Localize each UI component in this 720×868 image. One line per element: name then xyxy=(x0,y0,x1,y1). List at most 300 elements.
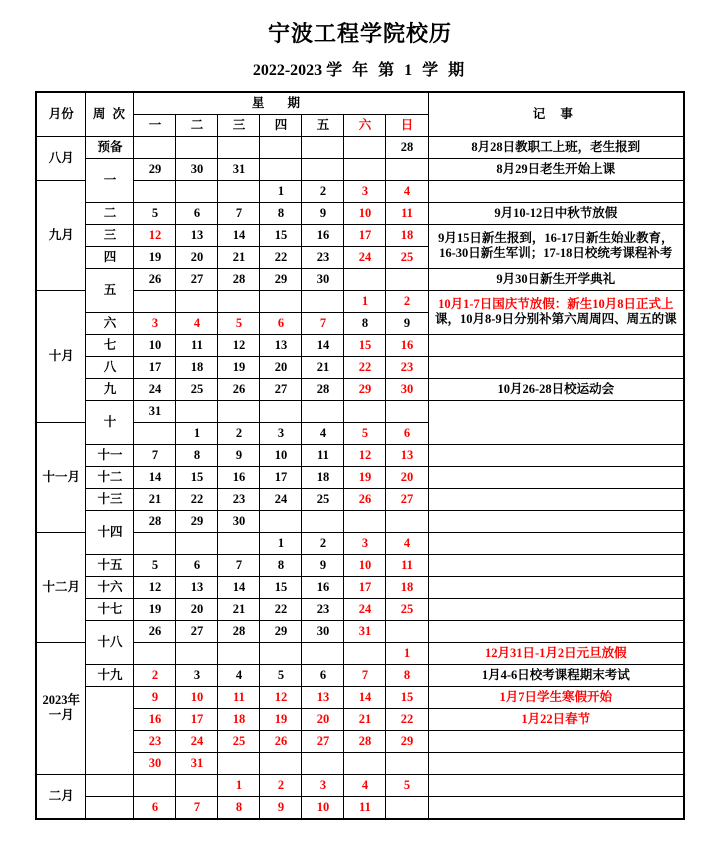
day-cell: 14 xyxy=(344,686,386,708)
day-cell: 19 xyxy=(260,708,302,730)
day-cell: 9 xyxy=(386,312,428,334)
note-cell xyxy=(428,598,684,620)
day-cell: 6 xyxy=(176,202,218,224)
day-cell: 26 xyxy=(260,730,302,752)
day-cell: 10 xyxy=(302,796,344,819)
note-cell: 9月10-12日中秋节放假 xyxy=(428,202,684,224)
week-number-cell: 八 xyxy=(86,356,134,378)
note-cell xyxy=(428,356,684,378)
month-cell: 十一月 xyxy=(36,422,86,532)
day-cell: 28 xyxy=(344,730,386,752)
day-cell xyxy=(218,136,260,158)
day-cell: 31 xyxy=(218,158,260,180)
day-cell: 29 xyxy=(134,158,176,180)
table-row xyxy=(36,708,684,730)
day-cell: 2 xyxy=(386,290,428,312)
day-cell xyxy=(176,642,218,664)
note-cell xyxy=(428,488,684,510)
day-cell: 4 xyxy=(218,664,260,686)
note-cell xyxy=(428,180,684,202)
week-number-cell: 三 xyxy=(86,224,134,246)
table-row xyxy=(36,664,684,686)
day-cell: 15 xyxy=(176,466,218,488)
day-cell: 7 xyxy=(218,554,260,576)
day-cell: 2 xyxy=(218,422,260,444)
day-cell: 6 xyxy=(176,554,218,576)
day-cell: 14 xyxy=(218,224,260,246)
day-cell: 27 xyxy=(302,730,344,752)
day-cell: 4 xyxy=(176,312,218,334)
day-cell: 21 xyxy=(218,246,260,268)
day-cell xyxy=(260,510,302,532)
header-day-sat: 六 xyxy=(344,114,386,136)
day-cell: 5 xyxy=(218,312,260,334)
day-cell: 13 xyxy=(260,334,302,356)
day-cell: 2 xyxy=(302,532,344,554)
week-number-cell: 七 xyxy=(86,334,134,356)
day-cell: 22 xyxy=(260,598,302,620)
month-cell: 二月 xyxy=(36,774,86,819)
day-cell: 8 xyxy=(260,202,302,224)
header-row-1 xyxy=(36,92,684,115)
day-cell: 23 xyxy=(302,246,344,268)
note-cell: 8月28日教职工上班，老生报到 xyxy=(428,136,684,158)
week-number-cell: 十九 xyxy=(86,664,134,686)
day-cell: 3 xyxy=(176,664,218,686)
day-cell: 12 xyxy=(260,686,302,708)
day-cell: 28 xyxy=(218,620,260,642)
day-cell: 22 xyxy=(344,356,386,378)
day-cell: 18 xyxy=(386,224,428,246)
day-cell xyxy=(302,158,344,180)
note-cell: 1月4-6日校考课程期末考试 xyxy=(428,664,684,686)
day-cell: 31 xyxy=(176,752,218,774)
week-number-cell: 预备 xyxy=(86,136,134,158)
day-cell: 23 xyxy=(218,488,260,510)
day-cell: 29 xyxy=(344,378,386,400)
month-cell: 十月 xyxy=(36,290,86,422)
note-cell: 1月7日学生寒假开始 xyxy=(428,686,684,708)
day-cell: 7 xyxy=(302,312,344,334)
day-cell: 27 xyxy=(386,488,428,510)
day-cell: 8 xyxy=(344,312,386,334)
day-cell xyxy=(344,752,386,774)
day-cell: 8 xyxy=(218,796,260,819)
day-cell: 4 xyxy=(344,774,386,796)
day-cell: 13 xyxy=(176,224,218,246)
day-cell: 2 xyxy=(134,664,176,686)
day-cell: 24 xyxy=(260,488,302,510)
day-cell xyxy=(344,268,386,290)
table-row xyxy=(36,290,684,312)
day-cell: 23 xyxy=(302,598,344,620)
day-cell: 3 xyxy=(134,312,176,334)
table-row xyxy=(36,180,684,202)
day-cell: 8 xyxy=(260,554,302,576)
note-cell: 12月31日-1月2日元旦放假 xyxy=(428,642,684,664)
note-cell xyxy=(428,796,684,819)
day-cell: 24 xyxy=(344,598,386,620)
day-cell xyxy=(260,642,302,664)
table-row xyxy=(36,510,684,532)
day-cell: 6 xyxy=(386,422,428,444)
day-cell xyxy=(386,158,428,180)
day-cell xyxy=(134,774,176,796)
day-cell xyxy=(386,620,428,642)
day-cell: 20 xyxy=(386,466,428,488)
page-title: 宁波工程学院校历 xyxy=(267,21,452,46)
day-cell: 17 xyxy=(176,708,218,730)
day-cell: 25 xyxy=(386,598,428,620)
day-cell: 9 xyxy=(134,686,176,708)
day-cell: 6 xyxy=(134,796,176,819)
day-cell: 18 xyxy=(386,576,428,598)
day-cell xyxy=(302,136,344,158)
day-cell: 16 xyxy=(218,466,260,488)
table-body xyxy=(36,136,684,819)
note-cell xyxy=(428,576,684,598)
week-number-cell: 六 xyxy=(86,312,134,334)
week-number-cell: 十 xyxy=(86,400,134,444)
day-cell: 30 xyxy=(176,158,218,180)
table-row xyxy=(36,224,684,246)
day-cell xyxy=(176,532,218,554)
week-number-cell: 十二 xyxy=(86,466,134,488)
day-cell xyxy=(260,400,302,422)
header-day-fri: 五 xyxy=(302,114,344,136)
note-cell xyxy=(428,334,684,356)
day-cell: 17 xyxy=(344,224,386,246)
day-cell: 16 xyxy=(302,576,344,598)
note-cell: 9月15日新生报到，16-17日新生始业教育， 16-30日新生军训；17-18日校统考课程补考 xyxy=(428,224,684,268)
day-cell: 6 xyxy=(260,312,302,334)
day-cell xyxy=(302,752,344,774)
day-cell xyxy=(134,642,176,664)
day-cell: 20 xyxy=(176,598,218,620)
day-cell: 25 xyxy=(302,488,344,510)
day-cell: 7 xyxy=(218,202,260,224)
table-row xyxy=(36,642,684,664)
day-cell: 20 xyxy=(260,356,302,378)
day-cell: 20 xyxy=(302,708,344,730)
month-cell: 八月 xyxy=(36,136,86,180)
day-cell: 11 xyxy=(302,444,344,466)
day-cell: 6 xyxy=(302,664,344,686)
day-cell: 24 xyxy=(176,730,218,752)
note-cell xyxy=(428,400,684,444)
week-number-cell: 一 xyxy=(86,158,134,202)
day-cell xyxy=(134,422,176,444)
day-cell: 26 xyxy=(218,378,260,400)
day-cell: 10 xyxy=(260,444,302,466)
day-cell xyxy=(386,510,428,532)
day-cell: 10 xyxy=(344,202,386,224)
day-cell: 9 xyxy=(218,444,260,466)
day-cell: 1 xyxy=(260,180,302,202)
table-row xyxy=(36,444,684,466)
day-cell xyxy=(386,268,428,290)
note-cell xyxy=(428,554,684,576)
header-day-sun: 日 xyxy=(386,114,428,136)
day-cell: 14 xyxy=(134,466,176,488)
day-cell: 13 xyxy=(386,444,428,466)
note-cell xyxy=(428,774,684,796)
day-cell: 28 xyxy=(134,510,176,532)
day-cell: 24 xyxy=(134,378,176,400)
day-cell: 31 xyxy=(134,400,176,422)
month-cell: 九月 xyxy=(36,180,86,290)
week-number-cell: 十一 xyxy=(86,444,134,466)
week-number-cell: 五 xyxy=(86,268,134,312)
table-row xyxy=(36,620,684,642)
day-cell: 21 xyxy=(218,598,260,620)
day-cell: 7 xyxy=(134,444,176,466)
day-cell xyxy=(176,136,218,158)
day-cell: 22 xyxy=(386,708,428,730)
note-cell: 10月1-7日国庆节放假：新生10月8日正式上 课，10月8-9日分别补第六周周四、周五的课 xyxy=(428,290,684,334)
note-cell xyxy=(428,444,684,466)
note-cell: 9月30日新生开学典礼 xyxy=(428,268,684,290)
table-row xyxy=(36,466,684,488)
day-cell: 10 xyxy=(344,554,386,576)
table-row xyxy=(36,752,684,774)
note-cell: 8月29日老生开始上课 xyxy=(428,158,684,180)
day-cell: 5 xyxy=(344,422,386,444)
week-number-cell: 九 xyxy=(86,378,134,400)
table-row xyxy=(36,158,684,180)
day-cell: 14 xyxy=(218,576,260,598)
table-row xyxy=(36,356,684,378)
table-row xyxy=(36,576,684,598)
day-cell: 23 xyxy=(386,356,428,378)
day-cell: 21 xyxy=(134,488,176,510)
day-cell xyxy=(218,642,260,664)
day-cell xyxy=(260,752,302,774)
table-row xyxy=(36,686,684,708)
day-cell: 13 xyxy=(302,686,344,708)
header-day-thu: 四 xyxy=(260,114,302,136)
day-cell: 9 xyxy=(302,554,344,576)
table-row xyxy=(36,730,684,752)
week-number-cell: 十三 xyxy=(86,488,134,510)
week-number-cell: 十八 xyxy=(86,620,134,664)
day-cell: 13 xyxy=(176,576,218,598)
day-cell xyxy=(218,400,260,422)
table-row xyxy=(36,268,684,290)
day-cell: 29 xyxy=(386,730,428,752)
table-row xyxy=(36,202,684,224)
day-cell: 29 xyxy=(176,510,218,532)
day-cell: 30 xyxy=(134,752,176,774)
page-subtitle xyxy=(0,62,720,80)
day-cell: 26 xyxy=(134,620,176,642)
day-cell: 18 xyxy=(176,356,218,378)
day-cell: 18 xyxy=(302,466,344,488)
day-cell: 15 xyxy=(260,224,302,246)
day-cell: 3 xyxy=(344,180,386,202)
day-cell: 25 xyxy=(218,730,260,752)
table-row xyxy=(36,598,684,620)
header-month: 月份 xyxy=(36,92,86,137)
day-cell: 19 xyxy=(134,598,176,620)
day-cell xyxy=(134,532,176,554)
header-weekdays-group: 星 期 xyxy=(134,92,428,115)
subtitle-term: 学 年 第 1 学 期 xyxy=(326,62,468,80)
week-number-cell xyxy=(86,686,134,774)
day-cell: 22 xyxy=(176,488,218,510)
day-cell: 1 xyxy=(218,774,260,796)
day-cell xyxy=(218,290,260,312)
day-cell xyxy=(344,158,386,180)
table-row xyxy=(36,488,684,510)
day-cell: 18 xyxy=(218,708,260,730)
day-cell xyxy=(260,290,302,312)
table-row xyxy=(36,334,684,356)
day-cell: 15 xyxy=(386,686,428,708)
header-notes: 记 事 xyxy=(428,92,684,137)
week-number-cell xyxy=(86,774,134,796)
day-cell: 30 xyxy=(302,620,344,642)
day-cell xyxy=(344,136,386,158)
header-day-mon: 一 xyxy=(134,114,176,136)
day-cell: 27 xyxy=(176,620,218,642)
day-cell: 11 xyxy=(386,202,428,224)
day-cell: 10 xyxy=(134,334,176,356)
day-cell: 12 xyxy=(218,334,260,356)
day-cell: 3 xyxy=(260,422,302,444)
day-cell: 30 xyxy=(386,378,428,400)
day-cell xyxy=(386,400,428,422)
month-cell: 十二月 xyxy=(36,532,86,642)
day-cell: 30 xyxy=(302,268,344,290)
day-cell xyxy=(302,400,344,422)
day-cell xyxy=(134,136,176,158)
day-cell: 17 xyxy=(260,466,302,488)
table-row xyxy=(36,378,684,400)
day-cell: 21 xyxy=(344,708,386,730)
day-cell: 16 xyxy=(386,334,428,356)
day-cell: 26 xyxy=(344,488,386,510)
table-row xyxy=(36,796,684,819)
note-cell xyxy=(428,620,684,642)
note-cell: 1月22日春节 xyxy=(428,708,684,730)
calendar-page xyxy=(0,22,720,868)
day-cell xyxy=(260,158,302,180)
day-cell: 28 xyxy=(386,136,428,158)
day-cell: 23 xyxy=(134,730,176,752)
day-cell: 31 xyxy=(344,620,386,642)
week-number-cell: 四 xyxy=(86,246,134,268)
table-header xyxy=(36,92,684,137)
table-row xyxy=(36,136,684,158)
day-cell: 7 xyxy=(344,664,386,686)
day-cell: 20 xyxy=(176,246,218,268)
note-cell xyxy=(428,466,684,488)
academic-calendar-table xyxy=(35,91,685,820)
day-cell: 5 xyxy=(134,554,176,576)
day-cell: 9 xyxy=(260,796,302,819)
day-cell: 3 xyxy=(302,774,344,796)
day-cell: 15 xyxy=(260,576,302,598)
day-cell xyxy=(134,290,176,312)
day-cell xyxy=(176,180,218,202)
note-cell xyxy=(428,730,684,752)
day-cell: 11 xyxy=(176,334,218,356)
day-cell: 1 xyxy=(260,532,302,554)
day-cell: 8 xyxy=(386,664,428,686)
day-cell: 2 xyxy=(302,180,344,202)
day-cell: 25 xyxy=(386,246,428,268)
note-cell xyxy=(428,532,684,554)
day-cell: 22 xyxy=(260,246,302,268)
table-row xyxy=(36,400,684,422)
day-cell: 7 xyxy=(176,796,218,819)
day-cell: 27 xyxy=(260,378,302,400)
day-cell: 1 xyxy=(386,642,428,664)
day-cell: 11 xyxy=(386,554,428,576)
day-cell: 14 xyxy=(302,334,344,356)
week-number-cell: 二 xyxy=(86,202,134,224)
day-cell xyxy=(344,510,386,532)
week-number-cell xyxy=(86,796,134,819)
day-cell xyxy=(344,400,386,422)
day-cell: 17 xyxy=(344,576,386,598)
day-cell xyxy=(134,180,176,202)
day-cell: 27 xyxy=(176,268,218,290)
week-number-cell: 十四 xyxy=(86,510,134,554)
day-cell: 5 xyxy=(134,202,176,224)
day-cell xyxy=(176,290,218,312)
day-cell: 5 xyxy=(260,664,302,686)
day-cell: 26 xyxy=(134,268,176,290)
subtitle-year: 2022-2023 xyxy=(252,62,323,80)
day-cell: 11 xyxy=(218,686,260,708)
day-cell: 4 xyxy=(386,180,428,202)
day-cell: 3 xyxy=(344,532,386,554)
day-cell: 28 xyxy=(302,378,344,400)
day-cell: 12 xyxy=(344,444,386,466)
day-cell: 11 xyxy=(344,796,386,819)
day-cell: 15 xyxy=(344,334,386,356)
day-cell: 12 xyxy=(134,224,176,246)
day-cell: 8 xyxy=(176,444,218,466)
day-cell xyxy=(386,752,428,774)
header-day-tue: 二 xyxy=(176,114,218,136)
day-cell: 19 xyxy=(218,356,260,378)
day-cell: 5 xyxy=(386,774,428,796)
day-cell: 4 xyxy=(302,422,344,444)
day-cell: 29 xyxy=(260,268,302,290)
day-cell xyxy=(344,642,386,664)
day-cell xyxy=(176,774,218,796)
day-cell: 10 xyxy=(176,686,218,708)
day-cell: 28 xyxy=(218,268,260,290)
day-cell: 25 xyxy=(176,378,218,400)
week-number-cell: 十六 xyxy=(86,576,134,598)
note-cell xyxy=(428,752,684,774)
day-cell: 30 xyxy=(218,510,260,532)
day-cell: 9 xyxy=(302,202,344,224)
week-number-cell: 十五 xyxy=(86,554,134,576)
week-number-cell: 十七 xyxy=(86,598,134,620)
day-cell: 1 xyxy=(344,290,386,312)
header-week: 周 次 xyxy=(86,92,134,137)
day-cell xyxy=(218,752,260,774)
header-day-wed: 三 xyxy=(218,114,260,136)
day-cell: 19 xyxy=(344,466,386,488)
day-cell xyxy=(218,532,260,554)
day-cell: 12 xyxy=(134,576,176,598)
